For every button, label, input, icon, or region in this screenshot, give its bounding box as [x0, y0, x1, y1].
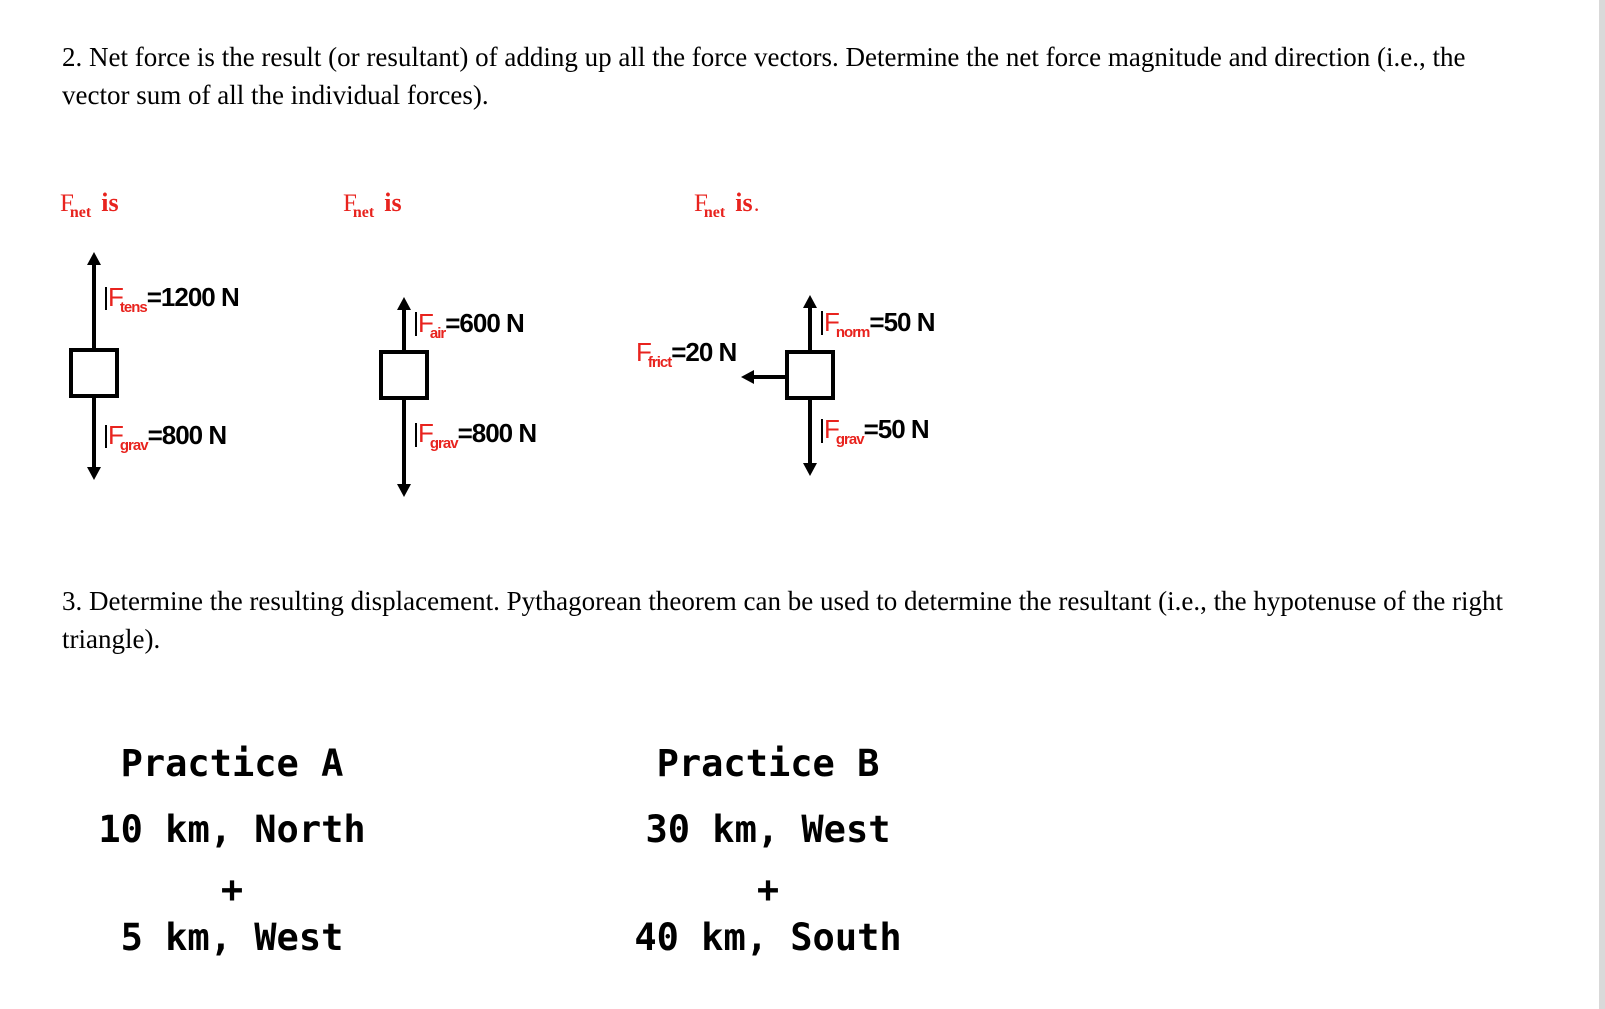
- question-3-text: 3. Determine the resulting displacement. Pythagorean theorem can be used to determine the resultant (i.e., the hypotenuse of the right triangle).: [62, 586, 1504, 654]
- practice-b-plus: +: [756, 868, 780, 911]
- gravity-arrowhead-2: [397, 484, 411, 497]
- practice-b-first: 30 km, West: [645, 808, 891, 851]
- practice-a-plus: +: [220, 868, 244, 911]
- object-box-3: [787, 352, 833, 398]
- air-arrowhead: [397, 297, 411, 310]
- gravity-arrowhead-3: [803, 463, 817, 476]
- fnet-label-3: $F_{net}$ is .: [694, 188, 759, 221]
- force-label-gravity-3: $F_{grav}=50$ N: [824, 414, 929, 448]
- fnet-label-1: $F_{net}$ is: [60, 188, 119, 221]
- practice-a-title: Practice A: [120, 742, 344, 785]
- force-label-tension: $F_{tens}=1200$ N: [108, 282, 239, 316]
- gravity-arrowhead-1: [87, 467, 101, 480]
- object-box-2: [381, 352, 427, 398]
- practice-a-second: 5 km, West: [120, 916, 344, 959]
- force-label-friction: $F_{frict}=20$ N: [636, 337, 737, 371]
- force-label-gravity-2: $F_{grav}=800$ N: [418, 418, 537, 452]
- normal-arrowhead: [803, 295, 817, 308]
- question-2-text: 2. Net force is the result (or resultant) of adding up all the force vectors. Determine the net force magnitude and direction (i.e., the vector sum of all the individual forces).: [62, 42, 1466, 110]
- object-box-1: [71, 350, 117, 396]
- fnet-label-2: $F_{net}$ is: [343, 188, 402, 221]
- force-label-air: $F_{air}=600$ N: [418, 308, 524, 342]
- practice-a-first: 10 km, North: [98, 808, 366, 851]
- friction-arrowhead: [741, 370, 754, 384]
- force-label-normal: $F_{norm}=50$ N: [824, 307, 935, 341]
- practice-b-second: 40 km, South: [634, 916, 902, 959]
- tension-arrowhead: [87, 252, 101, 265]
- practice-b-title: Practice B: [656, 742, 880, 785]
- fbd-3: [741, 295, 833, 476]
- force-label-gravity-1: $F_{grav}=800$ N: [108, 420, 227, 454]
